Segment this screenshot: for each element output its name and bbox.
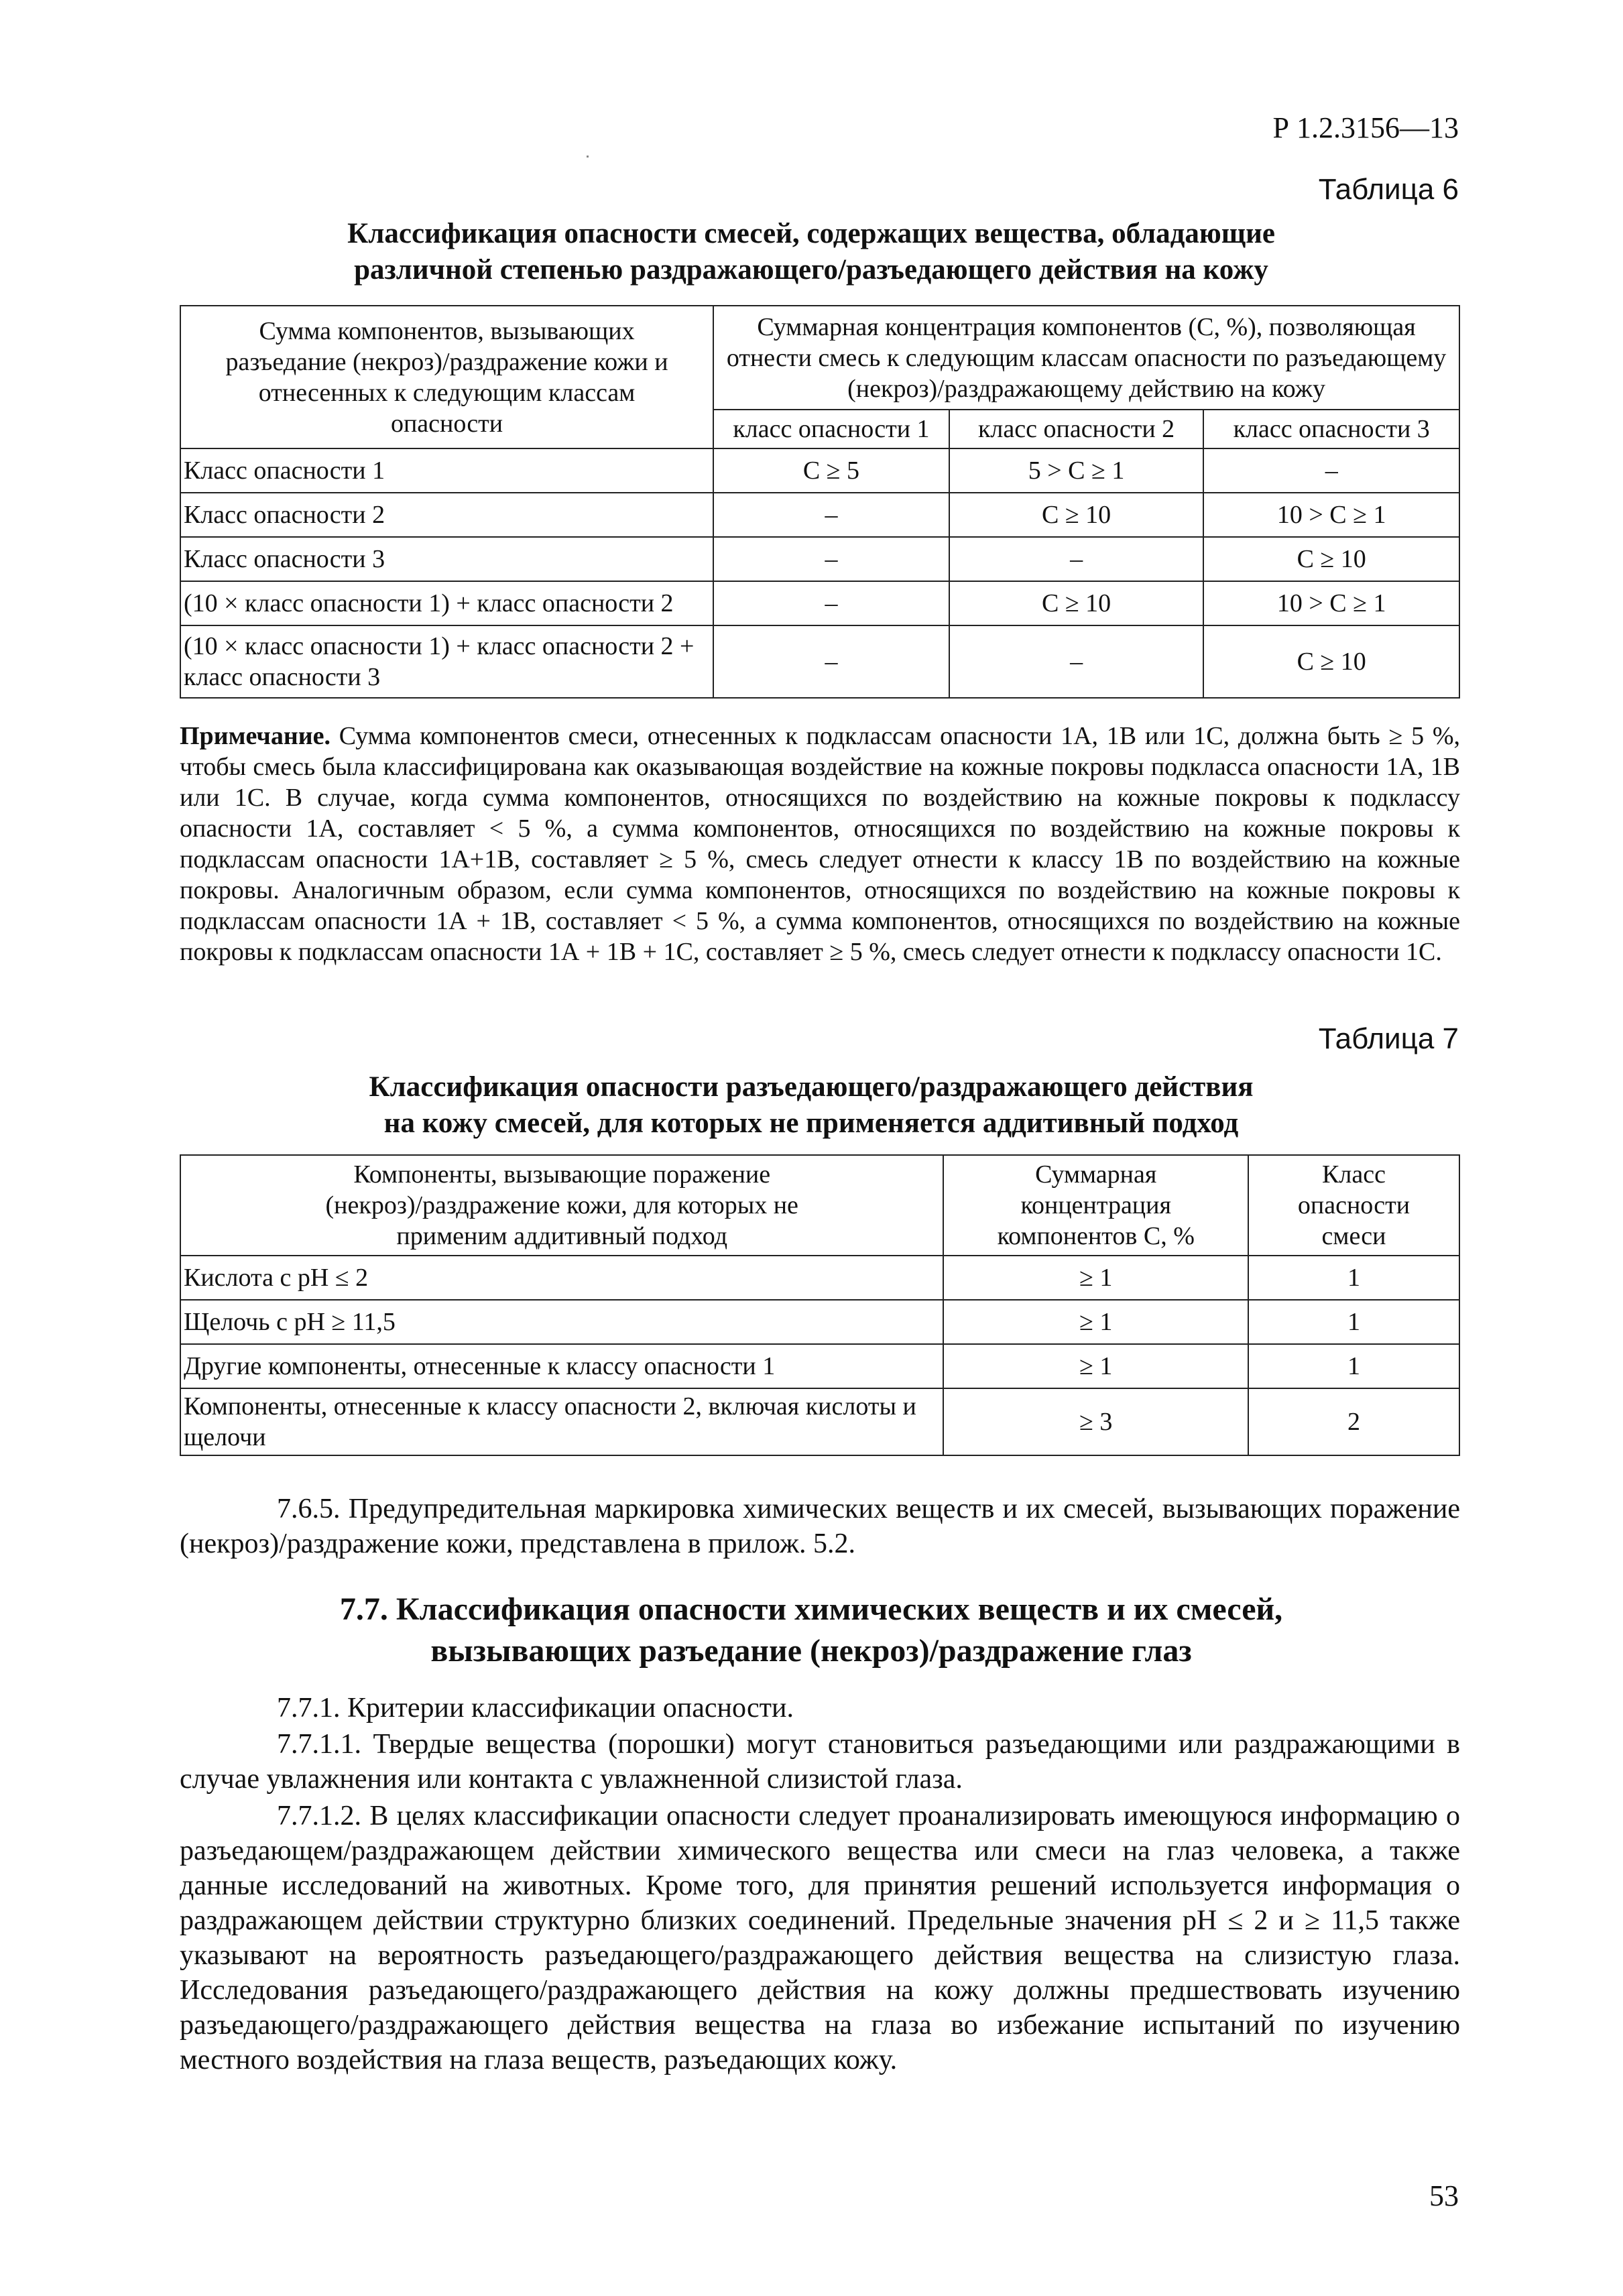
- cell-class2: –: [949, 625, 1204, 698]
- row-name: Класс опасности 2: [180, 493, 713, 537]
- table-row: [180, 1344, 1459, 1388]
- table-row: [180, 448, 1459, 493]
- note-text: Сумма компонентов смеси, отнесенных к подклассам опасности 1А, 1В или 1С, должна быть ≥ 5 %, чтобы смесь была классифицирована как оказывающая воздействие на кожные покровы подкласса опасности 1А, 1В или 1С. В случае, когда сумма компонентов, относящихся по воздействию на кожные покровы к подклассу опасности 1А, составляет < 5 %, а сумма компонентов, относящихся по воздействию на кожные покровы к подклассам опасности 1А+1В, составляет ≥ 5 %, смесь следует отнести к классу 1В по воздействию на кожные покровы. Аналогичным образом, если сумма компонентов, относящихся по воздействию на кожные покровы к подклассам опасности 1А + 1В, составляет < 5 %, а сумма компонентов, относящихся по воздействию на кожные покровы к подклассам опасности 1А + 1В + 1С, составляет ≥ 5 %, смесь следует отнести к подклассу опасности 1С.: [180, 722, 1460, 966]
- row-name: Другие компоненты, отнесенные к классу опасности 1: [180, 1344, 943, 1388]
- cell-class: 1: [1248, 1344, 1459, 1388]
- table-row: [180, 1388, 1459, 1455]
- section-7-7-heading: [161, 1589, 1461, 1672]
- cell-class3: С ≥ 10: [1203, 537, 1459, 581]
- table-row: [180, 1256, 1459, 1300]
- table6: [180, 305, 1460, 699]
- row-name: Кислота с рН ≤ 2: [180, 1256, 943, 1300]
- cell-class1: –: [713, 537, 949, 581]
- cell-class: 1: [1248, 1256, 1459, 1300]
- row-name: (10 × класс опасности 1) + класс опасности 2 + класс опасности 3: [180, 625, 713, 698]
- cell-concentration: ≥ 1: [943, 1256, 1248, 1300]
- paragraph-7-6-5: 7.6.5. Предупредительная маркировка химических веществ и их смесей, вызывающих поражение (некроз)/раздражение кожи, представлена в прилож. 5.2.: [180, 1494, 1460, 1559]
- note-label: Примечание.: [180, 722, 330, 750]
- cell-concentration: ≥ 1: [943, 1344, 1248, 1388]
- scan-speck: [587, 156, 589, 158]
- table6-subheader-class3: класс опасности 3: [1203, 410, 1459, 448]
- cell-class2: С ≥ 10: [949, 581, 1204, 625]
- table6-title-line1: Классификация опасности смесей, содержащих вещества, обладающие: [347, 218, 1275, 249]
- table7-header-concentration: Суммарная концентрация компонентов С, %: [943, 1155, 1248, 1256]
- document-number: Р 1.2.3156—13: [1272, 111, 1459, 144]
- cell-class1: –: [713, 493, 949, 537]
- row-name: Класс опасности 1: [180, 448, 713, 493]
- table7-title-line1: Классификация опасности разъедающего/раздражающего действия: [369, 1071, 1254, 1103]
- table7-header-components: Компоненты, вызывающие поражение (некроз)/раздражение кожи, для которых не применим аддитивный подход: [180, 1155, 943, 1256]
- section-7-7-line2: вызывающих разъедание (некроз)/раздражение глаз: [430, 1633, 1192, 1669]
- table-row: [180, 537, 1459, 581]
- row-name: Щелочь с рН ≥ 11,5: [180, 1300, 943, 1344]
- cell-concentration: ≥ 1: [943, 1300, 1248, 1344]
- table-row: [180, 1300, 1459, 1344]
- cell-concentration: ≥ 3: [943, 1388, 1248, 1455]
- cell-class2: С ≥ 10: [949, 493, 1204, 537]
- table6-subheader-class2: класс опасности 2: [949, 410, 1204, 448]
- cell-class3: 10 > С ≥ 1: [1203, 581, 1459, 625]
- cell-class2: –: [949, 537, 1204, 581]
- table6-label: Таблица 6: [1318, 173, 1459, 206]
- section-7-7-line1: 7.7. Классификация опасности химических веществ и их смесей,: [339, 1591, 1283, 1627]
- cell-class1: –: [713, 625, 949, 698]
- table-row: [180, 493, 1459, 537]
- table7-title: [161, 1069, 1461, 1142]
- table7: [180, 1154, 1460, 1456]
- table6-header-concentration: Суммарная концентрация компонентов (С, %), позволяющая отнести смесь к следующим классам опасности по разъедающему (некроз)/раздражающему действию на кожу: [713, 306, 1459, 410]
- table7-label: Таблица 7: [1318, 1022, 1459, 1055]
- table6-title: [161, 216, 1461, 288]
- table-row: [180, 625, 1459, 698]
- cell-class: 2: [1248, 1388, 1459, 1455]
- paragraph-7-7-1: 7.7.1. Критерии классификации опасности.: [277, 1693, 794, 1724]
- page-number: 53: [1429, 2179, 1459, 2212]
- cell-class3: 10 > С ≥ 1: [1203, 493, 1459, 537]
- table-row: [180, 581, 1459, 625]
- table6-subheader-class1: класс опасности 1: [713, 410, 949, 448]
- cell-class3: С ≥ 10: [1203, 625, 1459, 698]
- row-name: (10 × класс опасности 1) + класс опасности 2: [180, 581, 713, 625]
- cell-class3: –: [1203, 448, 1459, 493]
- paragraph-7-7-1-1: 7.7.1.1. Твердые вещества (порошки) могут становиться разъедающими или раздражающими в случае увлажнения или контакта с увлажненной слизистой глаза.: [180, 1729, 1460, 1795]
- row-name: Компоненты, отнесенные к классу опасности 2, включая кислоты и щелочи: [180, 1388, 943, 1455]
- paragraph-7-7-1-2: 7.7.1.2. В целях классификации опасности следует проанализировать имеющуюся информацию о разъедающем/раздражающем действии химического вещества или смеси на глаз человека, а также данные исследований на животных. Кроме того, для принятия решений используется информация о раздражающем действии структурно близких соединений. Предельные значения рН ≤ 2 и ≥ 11,5 также указывают на вероятность разъедающего/раздражающего действия вещества на слизистую глаза. Исследования разъедающего/раздражающего действия на кожу должны предшествовать изучению разъедающего/раздражающего действия вещества на глаза во избежание испытаний по изучению местного воздействия на глаза веществ, разъедающих кожу.: [180, 1801, 1460, 2075]
- table7-header-class: Класс опасности смеси: [1248, 1155, 1459, 1256]
- table7-title-line2: на кожу смесей, для которых не применяется аддитивный подход: [383, 1107, 1239, 1139]
- table6-note: [180, 721, 1460, 967]
- cell-class: 1: [1248, 1300, 1459, 1344]
- cell-class1: –: [713, 581, 949, 625]
- table6-title-line2: различной степенью раздражающего/разъедающего действия на кожу: [354, 254, 1268, 286]
- table6-header-components: Сумма компонентов, вызывающих разъедание (некроз)/раздражение кожи и отнесенных к следующим классам опасности: [180, 306, 713, 448]
- cell-class2: 5 > С ≥ 1: [949, 448, 1204, 493]
- row-name: Класс опасности 3: [180, 537, 713, 581]
- cell-class1: С ≥ 5: [713, 448, 949, 493]
